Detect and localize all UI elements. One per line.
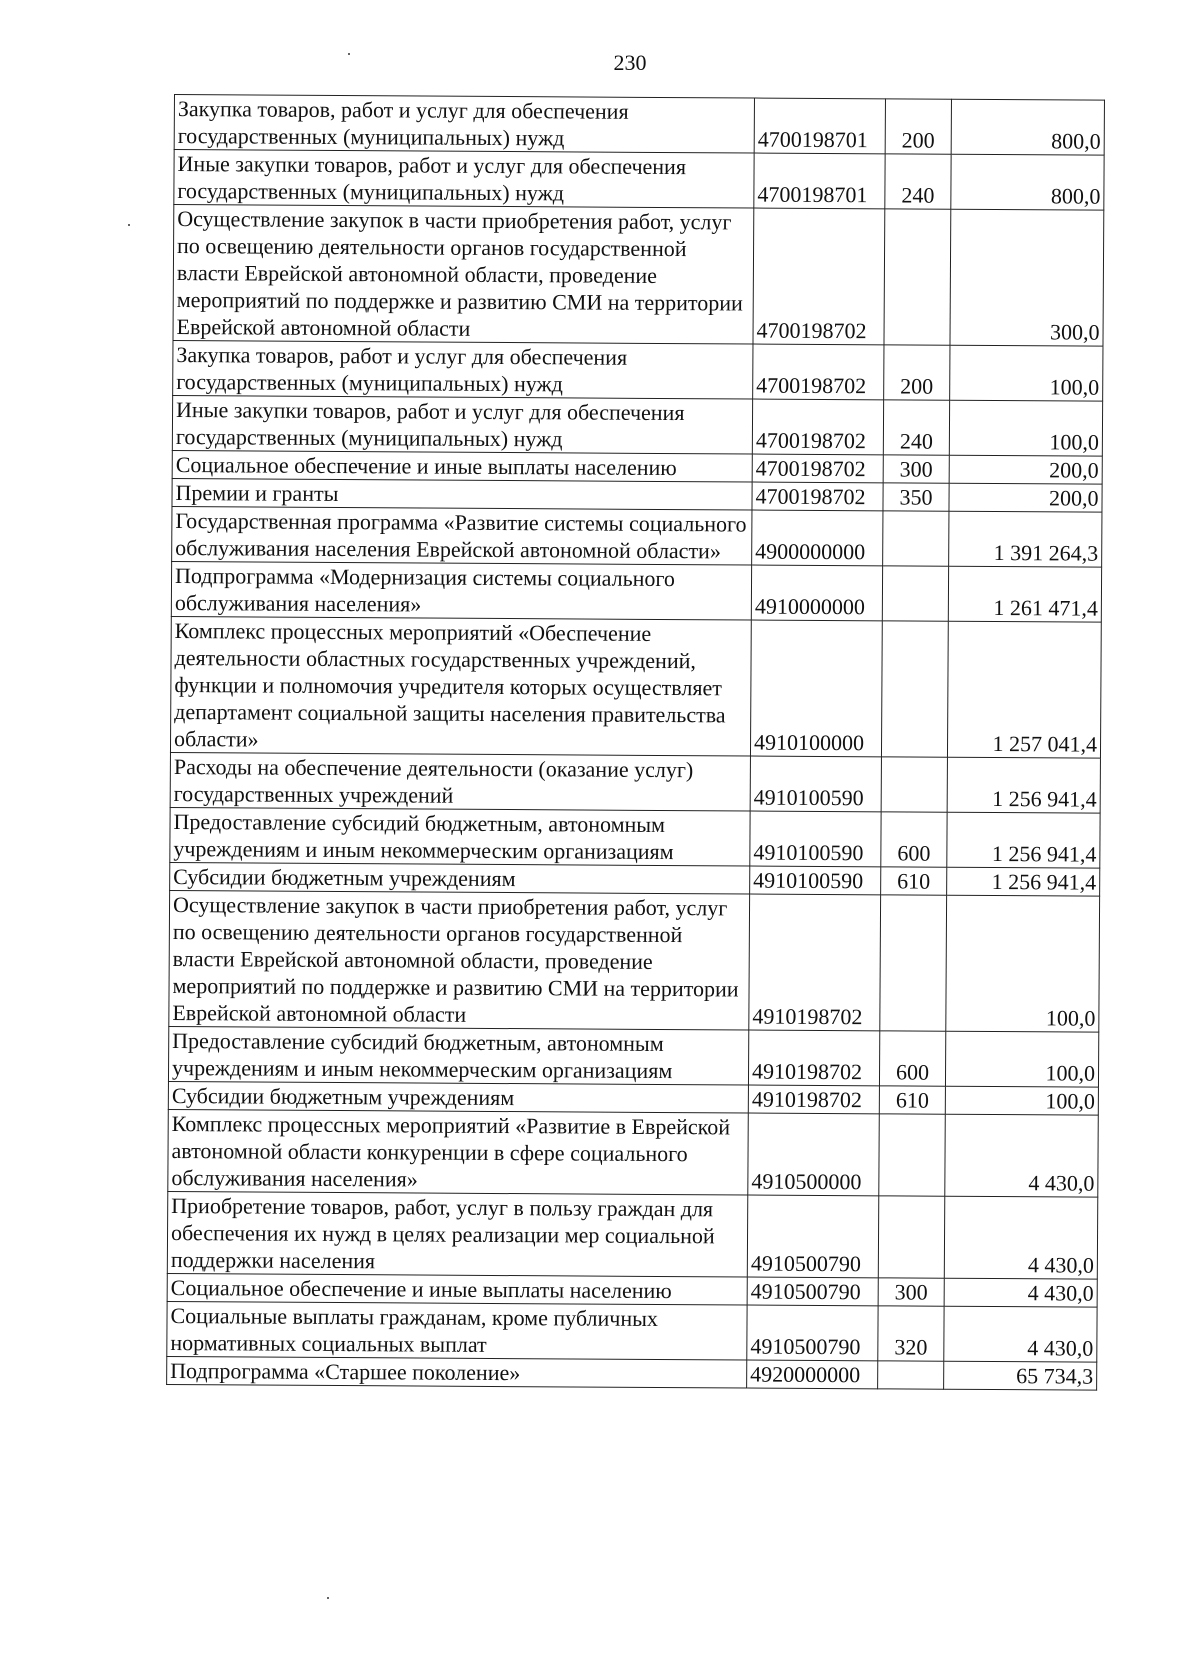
row-amount-cell: 1 256 941,4 <box>947 867 1100 896</box>
row-amount-cell: 4 430,0 <box>944 1306 1097 1362</box>
row-code-cell: 4920000000 <box>747 1360 878 1389</box>
row-type-cell <box>880 895 947 1031</box>
row-name-cell: Расходы на обеспечение деятельности (оказание услуг) государственных учреждений <box>170 752 750 811</box>
row-code-cell: 4910198702 <box>748 1085 879 1114</box>
row-type-cell <box>878 1196 944 1278</box>
budget-table-wrapper <box>166 94 1105 1391</box>
row-name-cell: Иные закупки товаров, работ и услуг для обеспечения государственных (муниципальных) нужд <box>172 395 752 454</box>
scan-speck <box>327 1597 329 1599</box>
row-type-cell: 200 <box>884 345 950 400</box>
row-name-cell: Осуществление закупок в части приобретения работ, услуг по освещению деятельности органов государственной власти Еврейской автономной области, проведение мероприятий по поддержке и развитию СМИ на территории Еврейской автономной области <box>173 205 754 345</box>
row-name-cell: Предоставление субсидий бюджетным, автономным учреждениям и иным некоммерческим организациям <box>168 1026 748 1085</box>
row-name-cell: Комплекс процессных мероприятий «Обеспечение деятельности областных государственных учреждений, функции и полномочия учредителя которых осуществляет департамент социальной защиты населения правительства области» <box>170 616 751 756</box>
table-row <box>174 95 1104 156</box>
row-code-cell: 4910100590 <box>750 866 881 895</box>
row-type-cell: 600 <box>879 1031 945 1086</box>
row-code-cell: 4700198702 <box>753 208 885 345</box>
row-type-cell: 240 <box>883 400 949 455</box>
row-type-cell <box>884 209 951 345</box>
row-amount-cell: 100,0 <box>945 1086 1098 1115</box>
page-number: 230 <box>613 50 647 75</box>
row-amount-cell: 4 430,0 <box>945 1114 1098 1197</box>
row-name-cell: Социальные выплаты гражданам, кроме публичных нормативных социальных выплат <box>167 1301 747 1360</box>
row-type-cell <box>878 1361 944 1389</box>
row-amount-cell: 1 261 471,4 <box>948 566 1101 622</box>
row-name-cell: Осуществление закупок в части приобретения работ, услуг по освещению деятельности органов государственной власти Еврейской автономной области, проведение мероприятий по поддержке и развитию СМИ на территории Еврейской автономной области <box>169 890 750 1030</box>
row-amount-cell: 800,0 <box>951 154 1104 210</box>
row-code-cell: 4910100000 <box>750 620 882 757</box>
row-code-cell: 4700198702 <box>752 454 883 483</box>
row-code-cell: 4910100590 <box>750 756 881 812</box>
row-amount-cell: 100,0 <box>945 1031 1098 1087</box>
row-type-cell: 300 <box>878 1278 944 1306</box>
row-code-cell: 4910500790 <box>747 1195 878 1278</box>
table-row <box>172 395 1102 456</box>
row-name-cell: Подпрограмма «Старшее поколение» <box>167 1356 747 1388</box>
row-type-cell: 610 <box>879 1086 945 1114</box>
row-name-cell: Государственная программа «Развитие системы социального обслуживания населения Еврейской автономной области» <box>172 506 752 565</box>
row-name-cell: Субсидии бюджетным учреждениям <box>170 862 750 894</box>
row-name-cell: Иные закупки товаров, работ и услуг для обеспечения государственных (муниципальных) нужд <box>174 150 754 209</box>
row-type-cell: 320 <box>878 1306 944 1361</box>
row-amount-cell: 100,0 <box>946 895 1100 1032</box>
table-row <box>173 340 1103 401</box>
table-row <box>173 205 1104 347</box>
row-code-cell: 4700198701 <box>754 153 885 209</box>
row-name-cell: Закупка товаров, работ и услуг для обеспечения государственных (муниципальных) нужд <box>173 340 753 399</box>
budget-table <box>166 94 1105 1391</box>
row-amount-cell: 200,0 <box>949 455 1102 484</box>
row-type-cell <box>879 1114 945 1196</box>
row-amount-cell: 4 430,0 <box>944 1196 1097 1279</box>
table-row <box>172 506 1102 567</box>
row-amount-cell: 100,0 <box>949 400 1102 456</box>
row-name-cell: Предоставление субсидий бюджетным, автономным учреждениям и иным некоммерческим организациям <box>170 807 750 866</box>
row-amount-cell: 200,0 <box>949 483 1102 512</box>
row-amount-cell: 1 256 941,4 <box>947 812 1100 868</box>
row-code-cell: 4910198702 <box>748 1030 879 1086</box>
row-amount-cell: 65 734,3 <box>944 1361 1097 1390</box>
table-row <box>168 1026 1098 1087</box>
table-row <box>168 1109 1098 1197</box>
row-name-cell: Подпрограмма «Модернизация системы социального обслуживания населения» <box>171 561 751 620</box>
row-name-cell: Социальное обеспечение и иные выплаты населению <box>172 450 752 482</box>
scan-speck <box>348 53 350 55</box>
row-name-cell: Премии и гранты <box>172 478 752 510</box>
row-type-cell: 200 <box>885 99 951 154</box>
row-code-cell: 4700198702 <box>752 482 883 511</box>
table-row <box>174 150 1104 211</box>
row-name-cell: Закупка товаров, работ и услуг для обеспечения государственных (муниципальных) нужд <box>174 95 754 154</box>
table-row <box>167 1356 1097 1390</box>
row-type-cell <box>883 511 949 566</box>
row-code-cell: 4910000000 <box>751 565 882 621</box>
row-code-cell: 4910500790 <box>747 1305 878 1361</box>
row-amount-cell: 300,0 <box>950 209 1104 346</box>
row-type-cell: 610 <box>881 867 947 895</box>
row-code-cell: 4910100590 <box>750 811 881 867</box>
row-type-cell <box>881 757 947 812</box>
row-code-cell: 4900000000 <box>752 510 883 566</box>
row-amount-cell: 1 256 941,4 <box>947 757 1100 813</box>
table-row <box>167 1301 1097 1362</box>
row-amount-cell: 1 391 264,3 <box>949 511 1102 567</box>
table-row <box>167 1191 1097 1279</box>
row-type-cell <box>882 566 948 621</box>
row-amount-cell: 800,0 <box>951 99 1104 155</box>
row-code-cell: 4700198701 <box>754 98 885 154</box>
row-type-cell: 600 <box>881 812 947 867</box>
row-code-cell: 4700198702 <box>753 344 884 400</box>
table-row <box>171 561 1101 622</box>
row-code-cell: 4700198702 <box>752 399 883 455</box>
row-code-cell: 4910198702 <box>749 894 881 1031</box>
row-type-cell: 240 <box>885 154 951 209</box>
scan-speck <box>128 224 130 226</box>
table-row <box>170 616 1101 758</box>
row-type-cell <box>881 621 948 757</box>
row-name-cell: Комплекс процессных мероприятий «Развитие в Еврейской автономной области конкуренции в сфере социального обслуживания населения» <box>168 1109 748 1195</box>
table-row <box>170 752 1100 813</box>
row-amount-cell: 4 430,0 <box>944 1278 1097 1307</box>
table-row <box>169 890 1100 1032</box>
table-row <box>170 807 1100 868</box>
row-code-cell: 4910500790 <box>747 1277 878 1306</box>
row-type-cell: 300 <box>883 455 949 483</box>
row-name-cell: Субсидии бюджетным учреждениям <box>168 1081 748 1113</box>
row-amount-cell: 1 257 041,4 <box>947 621 1101 758</box>
row-amount-cell: 100,0 <box>950 345 1103 401</box>
row-type-cell: 350 <box>883 483 949 511</box>
row-name-cell: Приобретение товаров, работ, услуг в пользу граждан для обеспечения их нужд в целях реализации мер социальной поддержки населения <box>167 1191 747 1277</box>
row-code-cell: 4910500000 <box>748 1113 879 1196</box>
budget-table-body <box>167 95 1105 1391</box>
row-name-cell: Социальное обеспечение и иные выплаты населению <box>167 1273 747 1305</box>
